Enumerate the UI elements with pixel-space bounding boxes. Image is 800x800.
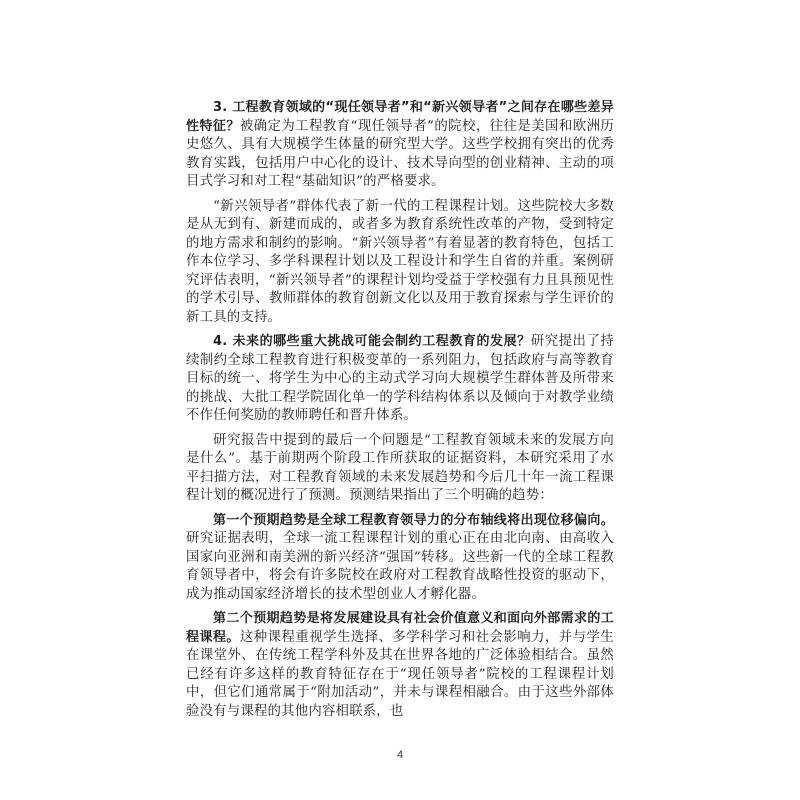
paragraph-1 (186, 99, 614, 192)
paragraph-5-heading: 第一个预期趋势是全球工程教育领导力的分布轴线将出现位移偏向。 (213, 512, 614, 528)
paragraph-3-text: 研究提出了持续制约全球工程教育进行积极变革的一系列阻力，包括政府与高等教育目标的统一、将学生为中心的主动式学习向大规模学生群体普及所带来的挑战、大批工程学院固化单一的学科结构体系以及倾向于对教学业绩不作任何奖励的教师聘任和晋升体系。 (186, 334, 615, 423)
paragraph-1-heading: 3. 工程教育领域的“现任领导者”和“新兴领导者”之间存在哪些差异性特征？ (186, 100, 614, 134)
paragraph-3 (186, 333, 614, 426)
paragraph-1-text: 被确定为工程教育“现任领导者”的院校，往往是美国和欧洲历史悠久、具有大规模学生体量的研究型大学。这些学校拥有突出的优秀教育实践，包括用户中心化的设计、技术导向型的创业精神、主动的项目式学习和对工程“基础知识”的严格要求。 (186, 118, 614, 189)
body-text (186, 99, 614, 727)
paragraph-2-text: “新兴领导者”群体代表了新一代的工程课程计划。这些院校大多数是从无到有、新建而成的，或者多为教育系统性改革的产物，受到特定的地方需求和制约的影响。“新兴领导者”有着显著的教育特色，包括工作本位学习、多学科课程计划以及工程设计和学生自省的并重。案例研究评估表明，“新兴领导者”的课程计划均受益于学校强有力且具预见性的学术引导、教师群体的教育创新文化以及用于教育探索与学生评价的新工具的支持。 (186, 198, 614, 325)
paragraph-6 (186, 610, 614, 721)
paragraph-4-text: 研究报告中提到的最后一个问题是“工程教育领域未来的发展方向是什么”。基于前期两个阶段工作所获取的证据资料，本研究采用了水平扫描方法，对工程教育领域的未来发展趋势和今后几十年一流工程课程计划的概况进行了预测。预测结果指出了三个明确的趋势： (186, 432, 614, 503)
paragraph-5 (186, 512, 614, 605)
paragraph-6-heading: 第二个预期趋势是将发展建设具有社会价值意义和面向外部需求的工程课程。 (186, 611, 614, 645)
paragraph-2 (186, 198, 614, 328)
paragraph-6-text: 这种课程重视学生选择、多学科学习和社会影响力，并与学生在课堂外、在传统工程学科外及其在世界各地的广泛体验相结合。虽然已经有许多这样的教育特征存在于“现任领导者”院校的工程课程计划中，但它们通常属于“附加活动”，并未与课程相融合。由于这些外部体验没有与课程的其他内容相联系，也 (186, 629, 614, 719)
paragraph-4 (186, 432, 614, 506)
paragraph-3-heading: 4. 未来的哪些重大挑战可能会制约工程教育的发展？ (213, 334, 531, 349)
page-number: 4 (396, 749, 404, 761)
paragraph-5-text: 研究证据表明，全球一流工程课程计划的重心正在由北向南、由高收入国家向亚洲和南美洲的新兴经济“强国”转移。这些新一代的全球工程教育领导者中，将会有许多院校在政府对工程教育战略性投资的驱动下，成为推动国家经济增长的技术型创业人才孵化器。 (186, 531, 614, 602)
